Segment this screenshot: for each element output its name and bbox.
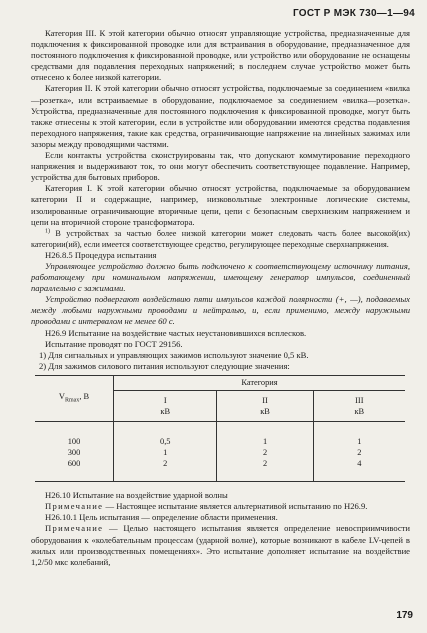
table-col-header: Категория: [114, 375, 406, 390]
section-number: Н26.10: [45, 490, 71, 501]
note-label: Примечание: [45, 523, 104, 534]
table-row: 100 0,5 1 1: [35, 421, 405, 447]
note-2: [31, 523, 410, 567]
document-header: ГОСТ Р МЭК 730—1—94: [292, 8, 415, 19]
note-text: — Настоящее испытание является альтернативой испытанию по Н26.9.: [105, 501, 368, 512]
list-item-1: 1) Для сигнальных и управляющих зажимов используют значение 0,5 кВ.: [39, 349, 309, 360]
section-number: Н26.10.1: [45, 512, 77, 523]
footnote-mark: 1): [45, 227, 50, 234]
section-title: Цель испытания — определение области применения.: [79, 512, 278, 523]
note-text: — Целью настоящего испытания является определение невосприимчивости оборудования к «колебательным процессам (ударной волне), которые возникают в кабеле LV-цепей в жилых или производственных помещениях». Это испытание дополняет испытание на воздействие 1,2/50 мкс колебаний,: [31, 523, 410, 567]
section-title: Испытание на воздействие частых неустановившихся всплесков.: [68, 327, 307, 338]
page-body: [31, 28, 410, 568]
paragraph-gost-ref: Испытание проводят по ГОСТ 29156.: [45, 338, 183, 349]
section-number: Н26.8.5: [45, 249, 73, 260]
table-row: 300 1 2 2: [35, 447, 405, 458]
footnote-text: В устройствах за частью более низкой категории может следовать часть более высокой(их) категории(ий), если имеется соответствующее средство, регулирующее переходные сверхнапряжения.: [31, 228, 411, 249]
section-h26-8-5: [31, 250, 410, 261]
paragraph-pulses: Устройство подвергают воздействию пяти импульсов каждой полярности (+, —), подаваемых между любыми наружными проводами и нейтралью, и, если применимо, между наружными проводами с интервалом не менее 60 с.: [31, 294, 410, 327]
table-col-2: II кВ: [217, 390, 313, 421]
note-label: Примечание: [45, 501, 104, 512]
paragraph-category-2: Категория II. К этой категории обычно относят устройства, подключаемые за соединением «вилка—розетка», или встраиваемые в оборудование, подключаемое за соединением «вилка—розетка». Устройства, предназначенные для постоянного подключения к фиксированной проводке, могут быть также отнесены к этой категории, если в устройстве или оборудовании имеются средства подавления переходного напряжения, такие как средства, ограничивающие напряжение на линейных зажимах или зазоры между проводящими частями.: [31, 83, 410, 149]
section-h26-9: [31, 328, 410, 339]
table-row-header: $V_{Rmax}$, В: [35, 375, 114, 421]
voltage-table: [35, 375, 405, 482]
paragraph-contacts: Если контакты устройства сконструированы так, что допускают коммутирование переходного напряжения и выдерживают ток, то они могут обеспечить соответствующее подавление. Например, устройства для бытовых приборов.: [31, 150, 410, 183]
paragraph-procedure: Управляющее устройство должно быть подключено к соответствующему источнику питания, работающему при номинальном напряжении, имеющему генератор импульсов, соединенный параллельно с зажимами.: [31, 260, 410, 294]
page-number: 179: [396, 610, 413, 621]
table-col-3: III кВ: [313, 390, 405, 421]
table-row: 600 2 2 4: [35, 458, 405, 482]
section-title: Процедура испытания: [74, 249, 157, 260]
section-title: Испытание на воздействие ударной волны: [72, 490, 228, 501]
footnote: [31, 228, 410, 250]
table-col-1: I кВ: [114, 390, 217, 421]
list-item-2: 2) Для зажимов силового питания используют следующие значения:: [39, 360, 290, 371]
section-h26-10-1: [31, 512, 410, 523]
section-h26-10: [31, 490, 410, 501]
section-number: Н26.9: [45, 327, 67, 338]
paragraph-category-3: Категория III. К этой категории обычно относят управляющие устройства, предназначенные для подключения к фиксированной проводке или для встраивания в оборудование, предназначенное для постоянного подключения к фиксированной проводке, или устройство или оборудование не оснащены средствами для подавления переходных напряжений; в последнем случае устройство может быть отнесено к более низкой категории.: [31, 28, 410, 83]
note-1: [31, 501, 410, 512]
paragraph-category-1: Категория I. К этой категории обычно относят устройства, подключаемые за оборудованием категории II и содержащие, например, низковольтные электронные логические системы, изолированные ограничивающие вторичные цепи, цепи с безопасным сверхнизким напряжением и цепи на вторичной стороне трансформатора.: [31, 183, 410, 227]
